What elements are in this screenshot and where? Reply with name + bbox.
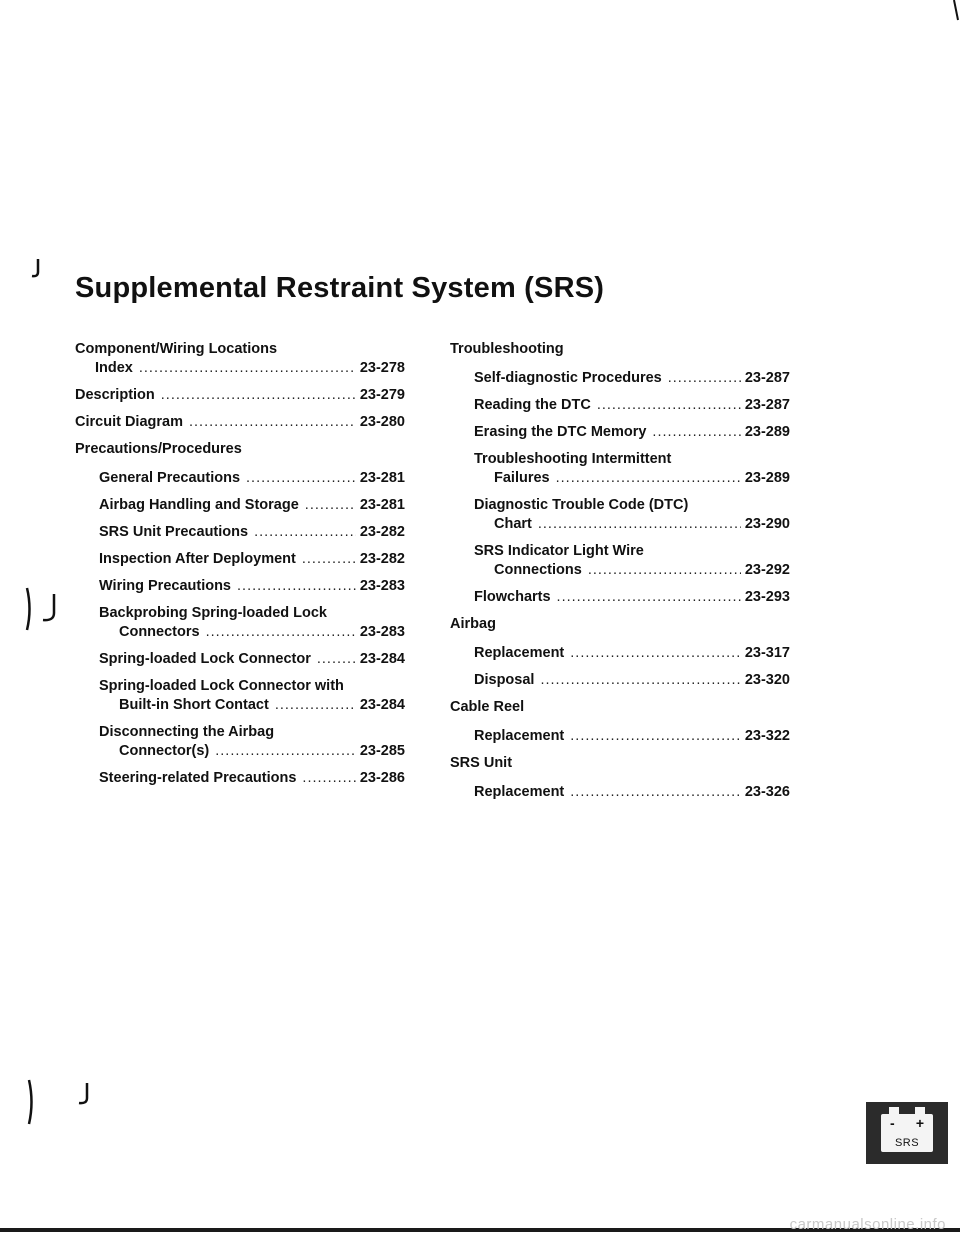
toc-line bbox=[474, 783, 790, 802]
toc-entry bbox=[450, 671, 790, 690]
toc-entry-title: SRS Unit bbox=[450, 755, 513, 771]
dot-leader bbox=[538, 515, 741, 534]
toc-entry-title: Airbag bbox=[450, 616, 496, 632]
toc-line bbox=[75, 386, 405, 405]
toc-line bbox=[474, 423, 790, 442]
toc-page-number: 23-322 bbox=[744, 728, 790, 744]
dot-leader bbox=[139, 359, 356, 378]
toc-left-column bbox=[75, 340, 405, 796]
toc-entry-title: SRS Unit Precautions bbox=[99, 524, 249, 540]
toc-entry bbox=[450, 588, 790, 607]
dot-leader bbox=[570, 727, 741, 746]
toc-entry-title: Disposal bbox=[474, 672, 535, 688]
toc-entry-title: Replacement bbox=[474, 645, 565, 661]
toc-entry bbox=[450, 423, 790, 442]
toc-line bbox=[474, 369, 790, 388]
toc-page-number: 23-320 bbox=[744, 672, 790, 688]
toc-entry-title: General Precautions bbox=[99, 470, 241, 486]
toc-page-number: 23-285 bbox=[359, 743, 405, 759]
toc-entry-title: Chart bbox=[494, 516, 532, 532]
toc-line bbox=[474, 515, 790, 534]
toc-entry-title: SRS Indicator Light Wire bbox=[474, 543, 644, 559]
dot-leader bbox=[597, 396, 741, 415]
dot-leader bbox=[161, 386, 356, 405]
toc-line bbox=[474, 727, 790, 746]
toc-line bbox=[99, 696, 405, 715]
toc-line bbox=[75, 440, 405, 459]
toc-line bbox=[450, 698, 790, 717]
toc-right-column bbox=[450, 340, 790, 810]
toc-page-number: 23-280 bbox=[359, 414, 405, 430]
toc-line bbox=[99, 604, 405, 623]
toc-line bbox=[474, 671, 790, 690]
toc-section-heading bbox=[75, 440, 405, 459]
toc-page-number: 23-326 bbox=[744, 784, 790, 800]
toc-entry-title: Disconnecting the Airbag bbox=[99, 724, 275, 740]
toc-page-number: 23-284 bbox=[359, 651, 405, 667]
dot-leader bbox=[206, 623, 356, 642]
toc-entry bbox=[75, 577, 405, 596]
toc-section-heading bbox=[450, 615, 790, 634]
toc-entry bbox=[450, 542, 790, 580]
toc-entry bbox=[75, 769, 405, 788]
toc-entry bbox=[450, 783, 790, 802]
toc-entry-title: Failures bbox=[494, 470, 550, 486]
toc-entry bbox=[450, 727, 790, 746]
dot-leader bbox=[588, 561, 741, 580]
toc-entry bbox=[450, 396, 790, 415]
dot-leader bbox=[317, 650, 356, 669]
dot-leader bbox=[237, 577, 356, 596]
toc-page-number: 23-287 bbox=[744, 397, 790, 413]
toc-entry-title: Spring-loaded Lock Connector bbox=[99, 651, 311, 667]
battery-icon bbox=[881, 1114, 933, 1152]
toc-line bbox=[474, 561, 790, 580]
toc-line bbox=[99, 577, 405, 596]
toc-page-number: 23-278 bbox=[359, 360, 405, 376]
dot-leader bbox=[189, 413, 356, 432]
minus-sign: - bbox=[890, 1115, 895, 1131]
toc-page-number: 23-284 bbox=[359, 697, 405, 713]
toc-page-number: 23-287 bbox=[744, 370, 790, 386]
toc-entry-title: Description bbox=[75, 387, 155, 403]
margin-hook-mark-top bbox=[28, 258, 44, 278]
toc-entry-title: Troubleshooting bbox=[450, 341, 564, 357]
toc-line bbox=[474, 644, 790, 663]
toc-line bbox=[99, 550, 405, 569]
toc-line bbox=[474, 396, 790, 415]
toc-entry-title: Spring-loaded Lock Connector with bbox=[99, 678, 344, 694]
margin-hook-mark-middle bbox=[38, 593, 60, 623]
toc-entry-title: Wiring Precautions bbox=[99, 578, 232, 594]
toc-line bbox=[99, 496, 405, 515]
toc-line bbox=[450, 754, 790, 773]
toc-entry bbox=[75, 604, 405, 642]
toc-entry bbox=[75, 723, 405, 761]
toc-entry-title: Reading the DTC bbox=[474, 397, 591, 413]
dot-leader bbox=[668, 369, 741, 388]
toc-entry-title: Component/Wiring Locations bbox=[75, 341, 278, 357]
toc-line bbox=[99, 723, 405, 742]
dot-leader bbox=[540, 671, 740, 690]
dot-leader bbox=[302, 550, 356, 569]
toc-page-number: 23-293 bbox=[744, 589, 790, 605]
dot-leader bbox=[557, 588, 741, 607]
toc-line bbox=[474, 542, 790, 561]
toc-page-number: 23-283 bbox=[359, 578, 405, 594]
corner-mark-top-right bbox=[950, 0, 960, 22]
toc-line bbox=[450, 340, 790, 359]
toc-entry-title: Erasing the DTC Memory bbox=[474, 424, 647, 440]
toc-line bbox=[75, 413, 405, 432]
toc-page-number: 23-281 bbox=[359, 497, 405, 513]
toc-entry bbox=[75, 469, 405, 488]
toc-entry-title: Replacement bbox=[474, 784, 565, 800]
toc-page-number: 23-283 bbox=[359, 624, 405, 640]
toc-entry-title: Precautions/Procedures bbox=[75, 441, 242, 457]
toc-entry-title: Replacement bbox=[474, 728, 565, 744]
toc-section-heading bbox=[450, 754, 790, 773]
toc-entry-title: Built-in Short Contact bbox=[119, 697, 269, 713]
dot-leader bbox=[215, 742, 356, 761]
toc-section-heading bbox=[450, 698, 790, 717]
toc-section-heading bbox=[450, 340, 790, 359]
toc-line bbox=[474, 450, 790, 469]
toc-entry bbox=[75, 413, 405, 432]
watermark: carmanualsonline.info bbox=[789, 1216, 946, 1233]
toc-entry-title: Airbag Handling and Storage bbox=[99, 497, 299, 513]
dot-leader bbox=[254, 523, 356, 542]
toc-line bbox=[474, 496, 790, 515]
margin-hook-mark-bottom bbox=[75, 1082, 93, 1106]
margin-bracket-mark-bottom bbox=[26, 1078, 36, 1126]
toc-entry bbox=[75, 523, 405, 542]
toc-entry bbox=[75, 650, 405, 669]
toc-line bbox=[99, 677, 405, 696]
toc-line bbox=[99, 769, 405, 788]
dot-leader bbox=[570, 783, 741, 802]
dot-leader bbox=[305, 496, 356, 515]
toc-entry-title: Index bbox=[95, 360, 133, 376]
toc-entry-title: Circuit Diagram bbox=[75, 414, 183, 430]
toc-line bbox=[474, 469, 790, 488]
badge-label: SRS bbox=[894, 1137, 920, 1149]
toc-line bbox=[99, 623, 405, 642]
toc-line bbox=[75, 359, 405, 378]
toc-entry-title: Steering-related Precautions bbox=[99, 770, 297, 786]
plus-sign: + bbox=[915, 1115, 924, 1131]
toc-entry bbox=[75, 550, 405, 569]
toc-entry bbox=[450, 496, 790, 534]
toc-line bbox=[99, 742, 405, 761]
toc-entry-title: Connector(s) bbox=[119, 743, 210, 759]
toc-entry bbox=[75, 496, 405, 515]
toc-line bbox=[450, 615, 790, 634]
margin-bracket-mark-middle bbox=[24, 586, 34, 632]
srs-section-badge bbox=[866, 1102, 948, 1164]
toc-entry-title: Flowcharts bbox=[474, 589, 551, 605]
toc-line bbox=[99, 469, 405, 488]
toc-entry bbox=[450, 644, 790, 663]
toc-entry-title: Self-diagnostic Procedures bbox=[474, 370, 662, 386]
toc-entry-title: Connections bbox=[494, 562, 582, 578]
toc-entry-title: Inspection After Deployment bbox=[99, 551, 296, 567]
toc-entry-title: Cable Reel bbox=[450, 699, 525, 715]
toc-entry bbox=[450, 369, 790, 388]
toc-line bbox=[75, 340, 405, 359]
dot-leader bbox=[570, 644, 741, 663]
dot-leader bbox=[302, 769, 355, 788]
toc-page-number: 23-282 bbox=[359, 551, 405, 567]
toc-entry bbox=[75, 677, 405, 715]
page-title: Supplemental Restraint System (SRS) bbox=[75, 272, 605, 304]
toc-page-number: 23-290 bbox=[744, 516, 790, 532]
dot-leader bbox=[556, 469, 741, 488]
toc-line bbox=[99, 523, 405, 542]
dot-leader bbox=[652, 423, 740, 442]
toc-entry-title: Diagnostic Trouble Code (DTC) bbox=[474, 497, 689, 513]
toc-page-number: 23-279 bbox=[359, 387, 405, 403]
toc-line bbox=[474, 588, 790, 607]
toc-page-number: 23-317 bbox=[744, 645, 790, 661]
toc-entry bbox=[450, 450, 790, 488]
toc-page-number: 23-292 bbox=[744, 562, 790, 578]
toc-entry bbox=[75, 386, 405, 405]
dot-leader bbox=[246, 469, 356, 488]
toc-page-number: 23-281 bbox=[359, 470, 405, 486]
toc-line bbox=[99, 650, 405, 669]
toc-page-number: 23-289 bbox=[744, 470, 790, 486]
toc-entry-title: Backprobing Spring-loaded Lock bbox=[99, 605, 327, 621]
toc-page-number: 23-286 bbox=[359, 770, 405, 786]
toc-entry-title: Troubleshooting Intermittent bbox=[474, 451, 672, 467]
dot-leader bbox=[275, 696, 356, 715]
toc-entry bbox=[75, 340, 405, 378]
toc-page-number: 23-289 bbox=[744, 424, 790, 440]
toc-page-number: 23-282 bbox=[359, 524, 405, 540]
toc-entry-title: Connectors bbox=[119, 624, 200, 640]
